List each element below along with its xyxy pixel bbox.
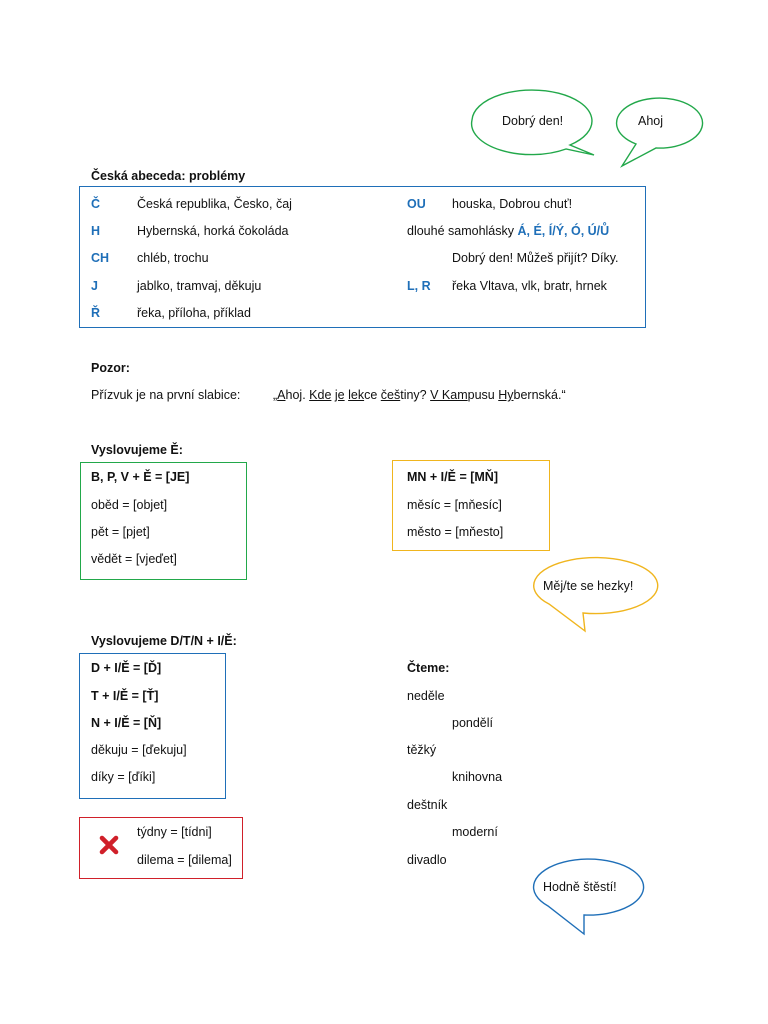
reading-title: Čteme: <box>407 661 450 675</box>
letter-r-caron: Ř <box>91 306 101 320</box>
bubble-ahoj-text: Ahoj <box>638 114 664 128</box>
reading-word: knihovna <box>452 770 503 784</box>
bubble-hodne <box>522 858 652 938</box>
letter-ou: OU <box>407 197 426 211</box>
green-item: pět = [pjet] <box>91 525 150 539</box>
reading-word: těžký <box>407 743 437 757</box>
green-item: oběd = [objet] <box>91 498 168 512</box>
dtn-item: díky = [ďíki] <box>91 770 156 784</box>
stress-example <box>273 388 566 402</box>
stress-syllable: Hy <box>498 388 514 402</box>
stress-syllable: A <box>277 388 286 402</box>
dtn-section-title: Vyslovujeme D/T/N + I/Ě: <box>91 634 237 648</box>
red-cross-icon <box>99 835 119 855</box>
stress-syllable: V Kam <box>430 388 468 402</box>
stress-text: „ <box>273 388 278 402</box>
reading-word: deštník <box>407 798 448 812</box>
reading-word: neděle <box>407 689 445 703</box>
bubble-mejte <box>525 556 655 636</box>
long-vowels: Á, É, Í/Ý, Ó, Ú/Ů <box>517 224 610 238</box>
letter-ch: CH <box>91 251 110 265</box>
examples-ch: chléb, trochu <box>137 251 209 265</box>
stress-text: pusu <box>467 388 499 402</box>
orange-rule: MN + I/Ě = [MŇ] <box>407 470 498 484</box>
bubble-mejte-text: Měj/te se hezky! <box>543 579 634 593</box>
dtn-rule: T + I/Ě = [Ť] <box>91 689 159 703</box>
examples-l-r: řeka Vltava, vlk, bratr, hrnek <box>452 279 607 293</box>
examples-ou: houska, Dobrou chuť! <box>452 197 573 211</box>
stress-text: ce <box>364 388 381 402</box>
examples-j: jablko, tramvaj, děkuju <box>137 279 262 293</box>
dtn-item: děkuju = [ďekuju] <box>91 743 187 757</box>
stress-syllable: je <box>334 388 345 402</box>
reading-word: divadlo <box>407 853 447 867</box>
stress-syllable: lek <box>348 388 365 402</box>
stress-syllable: Kde <box>309 388 332 402</box>
e-section-title: Vyslovujeme Ě: <box>91 443 183 457</box>
alphabet-title: Česká abeceda: problémy <box>91 169 246 183</box>
examples-h: Hybernská, horká čokoláda <box>137 224 289 238</box>
stress-text: hoj. <box>285 388 310 402</box>
letter-l-r: L, R <box>407 279 431 293</box>
exception-item: týdny = [tídni] <box>137 825 212 839</box>
reading-word: pondělí <box>452 716 494 730</box>
pozor-title: Pozor: <box>91 361 130 375</box>
dtn-rule: N + I/Ě = [Ň] <box>91 716 162 730</box>
bubble-dobry-den <box>470 88 610 168</box>
exception-item: dilema = [dilema] <box>137 853 232 867</box>
stress-rule: Přízvuk je na první slabice: <box>91 388 241 402</box>
green-item: vědět = [vjeďet] <box>91 552 177 566</box>
long-vowels-label: dlouhé samohlásky <box>407 224 515 238</box>
stress-text: bernská.“ <box>513 388 566 402</box>
bubble-hodne-text: Hodně štěstí! <box>543 880 617 894</box>
orange-item: město = [mňesto] <box>407 525 504 539</box>
reading-word: moderní <box>452 825 498 839</box>
dtn-rule: D + I/Ě = [Ď] <box>91 661 162 675</box>
long-vowels-row <box>407 224 609 238</box>
examples-r-caron: řeka, příloha, příklad <box>137 306 251 320</box>
green-rule: B, P, V + Ě = [JE] <box>91 470 190 484</box>
stress-syllable: češ <box>380 388 401 402</box>
examples-c-caron: Česká republika, Česko, čaj <box>137 197 292 211</box>
bubble-ahoj <box>612 98 712 178</box>
stress-text: tiny? <box>400 388 431 402</box>
letter-c-caron: Č <box>91 197 101 211</box>
letter-j: J <box>91 279 98 293</box>
phrase-example: Dobrý den! Můžeš přijít? Díky. <box>452 251 619 265</box>
orange-item: měsíc = [mňesíc] <box>407 498 502 512</box>
bubble-dobry-den-text: Dobrý den! <box>502 114 564 128</box>
letter-h: H <box>91 224 101 238</box>
